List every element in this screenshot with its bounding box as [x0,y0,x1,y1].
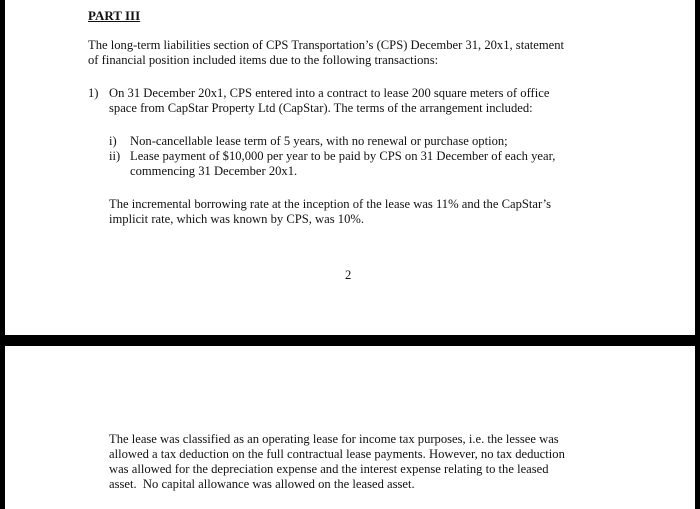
subitem-ii-line-2: commencing 31 December 20x1. [130,164,298,178]
subitem-ii-line-1: Lease payment of $10,000 per year to be paid by CPS on 31 December of each year, [130,149,556,163]
tax-paragraph-line-3: was allowed for the depreciation expense and the interest expense relating to the leased [109,462,549,476]
rate-paragraph-line-2: implicit rate, which was known by CPS, was 10%. [109,212,364,226]
rate-paragraph-line-1: The incremental borrowing rate at the inception of the lease was 11% and the CapStar’s [109,197,552,211]
intro-line-2: of financial position included items due to the following transactions: [88,53,439,67]
tax-paragraph-line-4: asset. No capital allowance was allowed on the leased asset. [109,477,415,491]
item-1-marker: 1) [88,86,99,100]
tax-paragraph-line-2: allowed a tax deduction on the full contractual lease payments. However, no tax deduction [109,447,565,461]
document-page-top [5,0,695,335]
item-1-line-2: space from CapStar Property Ltd (CapStar). The terms of the arrangement included: [109,101,533,115]
part-heading: PART III [88,8,141,23]
item-1-line-1: On 31 December 20x1, CPS entered into a contract to lease 200 square meters of office [109,86,550,100]
document-page-bottom [5,346,695,509]
subitem-i-marker: i) [109,134,117,148]
page-number: 2 [345,268,352,282]
page-gap-divider [0,335,700,346]
subitem-ii-marker: ii) [109,149,121,163]
tax-paragraph-line-1: The lease was classified as an operating lease for income tax purposes, i.e. the lessee was [109,432,559,446]
subitem-i-line-1: Non-cancellable lease term of 5 years, with no renewal or purchase option; [130,134,508,148]
intro-line-1: The long-term liabilities section of CPS Transportation’s (CPS) December 31, 20x1, statement [88,38,565,52]
